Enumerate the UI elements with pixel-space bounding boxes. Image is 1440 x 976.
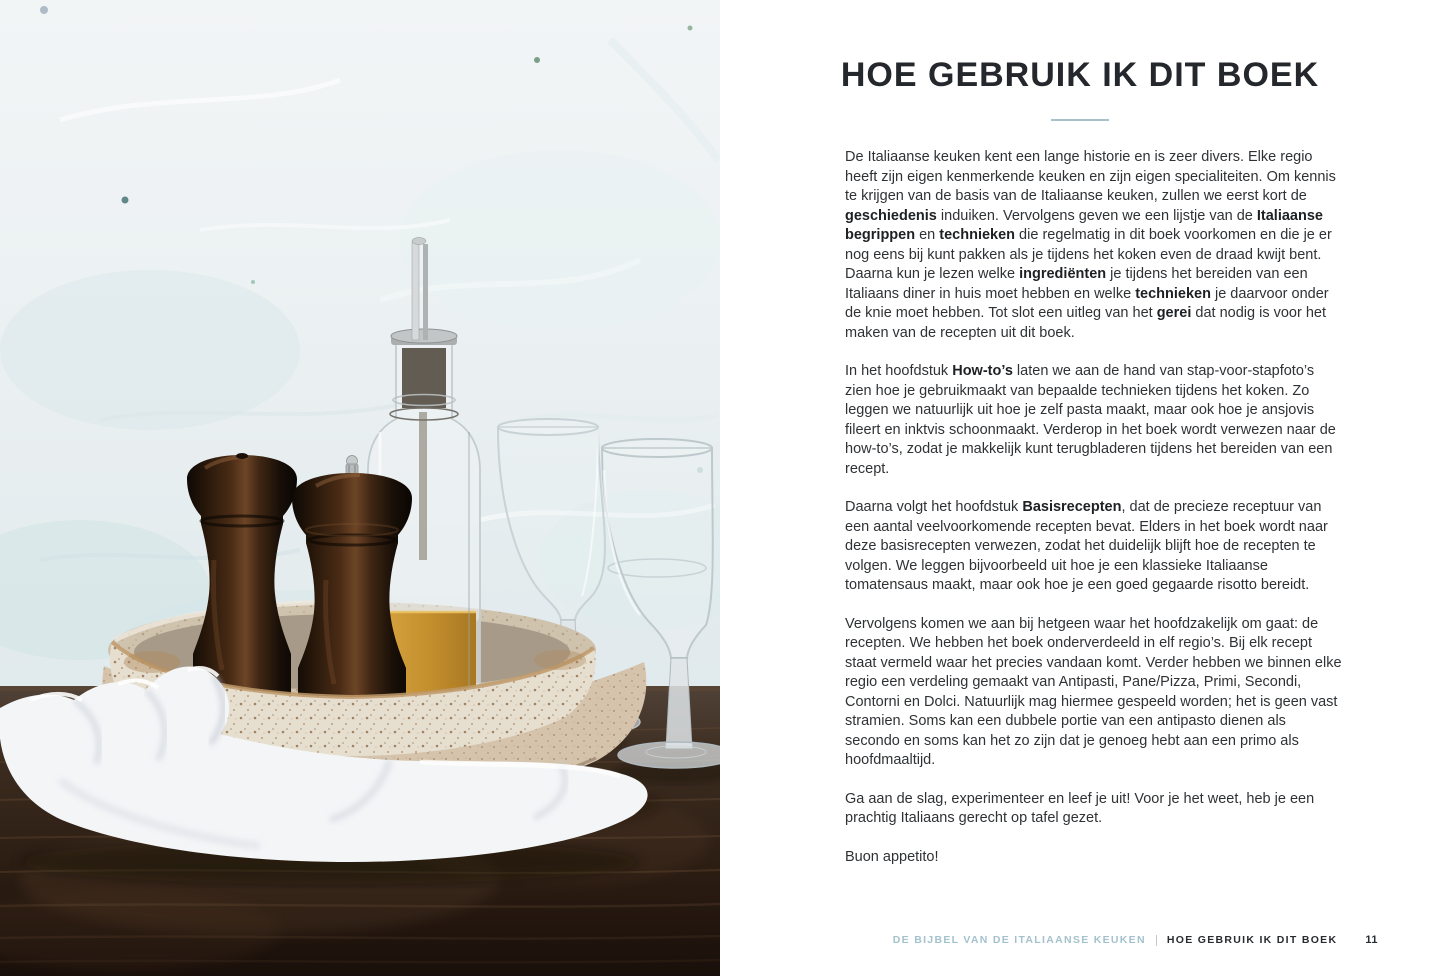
- text-page: [720, 0, 1440, 976]
- footer-chapter-title: HOE GEBRUIK IK DIT BOEK: [1166, 934, 1338, 946]
- body-text: [845, 148, 1343, 867]
- footer-book-title: DE BIJBEL VAN DE ITALIAANSE KEUKEN: [892, 934, 1146, 946]
- paragraph: In het hoofdstuk How-to’s laten we aan de hand van stap-voor-stapfoto’s zien hoe je gebruikmaakt van bepaalde technieken tijdens het koken. Zo leggen we natuurlijk uit hoe je zelf pasta maakt, maar ook hoe je ansjovis fileert en inktvis schoonmaakt. Verderop in het boek wordt verwezen naar de how-to’s, zodat je makkelijk kunt terugbladeren tijdens het bereiden van een recept.: [845, 363, 1336, 477]
- title-divider: [1051, 119, 1109, 121]
- paragraph: Vervolgens komen we aan bij hetgeen waar het hoofdzakelijk om gaat: de recepten. We hebben het boek onderverdeeld in elf regio’s. Bij elk recept staat vermeld waar het precies vandaan komt. Verder hebben we binnen elke regio een verdeling gemaakt van Antipasti, Pane/Pizza, Primi, Secondi, Contorni en Dolci. Natuurlijk mag hiermee gespeeld worden; het is geen vast stramien. Soms kan een dubbele portie van een antipasto dienen als secondo en soms kan het zo zijn dat je genoeg hebt aan een primo als hoofdmaaltijd.: [845, 615, 1342, 768]
- footer-separator: [1156, 935, 1157, 946]
- paragraph: Daarna volgt het hoofdstuk Basisrecepten, dat de precieze receptuur van een aantal veelvoorkomende recepten bevat. Elders in het boek wordt naar deze basisrecepten verwezen, zodat het duidelijk blijft hoe de recepten te volgen. We leggen bijvoorbeeld uit hoe je een klassieke Italiaanse tomatensaus maakt, maar ook hoe je een goed gegaarde risotto bereidt.: [845, 499, 1328, 593]
- footer-page-number: 11: [1365, 934, 1378, 946]
- paragraph: Buon appetito!: [845, 848, 939, 865]
- paragraph: Ga aan de slag, experimenteer en leef je uit! Voor je het weet, heb je een prachtig Italiaans gerecht op tafel gezet.: [845, 790, 1315, 826]
- page-footer: [893, 934, 1378, 946]
- paragraph: De Italiaanse keuken kent een lange historie en is zeer divers. Elke regio heeft zijn eigen kenmerkende keuken en zijn eigen specialiteiten. Om kennis te krijgen van de basis van de Italiaanse keuken, zullen we eerst kort de geschiedenis induiken. Vervolgens geven we een lijstje van de Italiaanse begrippen en technieken die regelmatig in dit boek voorkomen en die je er nog eens bij kunt pakken als je tijdens het koken even de draad kwijt bent. Daarna kun je lezen welke ingrediënten je tijdens het bereiden van een Italiaans diner in huis moet hebben en welke technieken je daarvoor onder de knie moet hebben. Tot slot een uitleg van het gerei dat nodig is voor het maken van de recepten uit dit boek.: [845, 149, 1336, 341]
- page-title: HOE GEBRUIK IK DIT BOEK: [840, 56, 1320, 94]
